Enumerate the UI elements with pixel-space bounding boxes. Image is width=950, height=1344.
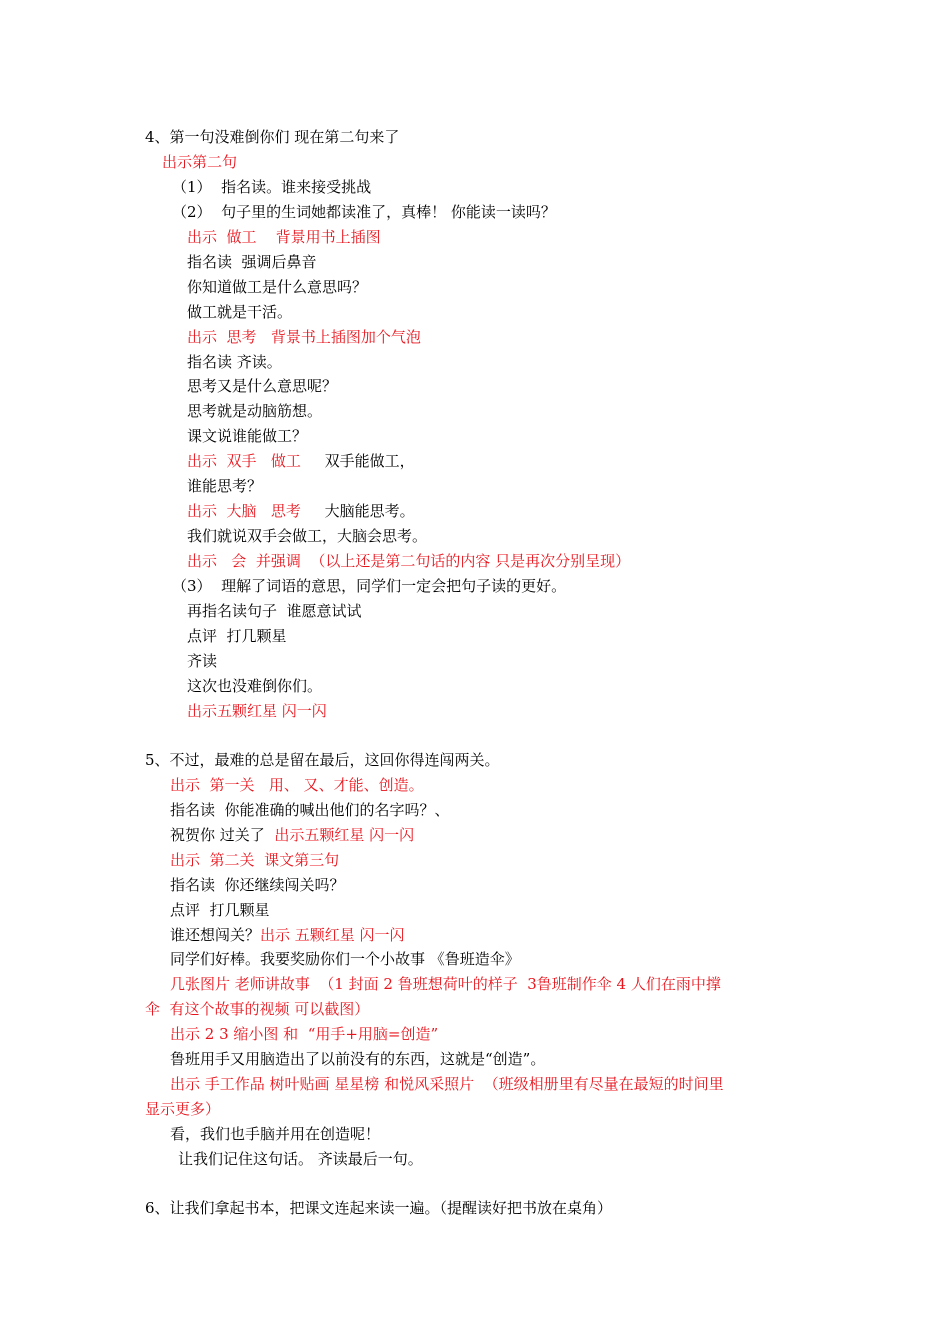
text-line: 指名读 齐读。: [187, 353, 282, 371]
text-line: 出示 手工作品 树叶贴画 星星榜 和悦风采照片 （班级相册里有尽量在最短的时间里: [170, 1075, 724, 1093]
text-line: 点评 打几颗星: [170, 901, 270, 919]
text-line: 出示 第二关 课文第三句: [170, 851, 340, 869]
text-line: 出示 2 3 缩小图 和 “用手+用脑=创造”: [170, 1025, 439, 1043]
text-line: 谁能思考？: [187, 477, 263, 495]
text-line: 祝贺你 过关了 出示五颗红星 闪一闪: [170, 826, 415, 844]
text-line: 这次也没难倒你们。: [187, 677, 323, 695]
text-line: 出示 会 并强调 （以上还是第二句话的内容 只是再次分别呈现）: [187, 552, 631, 570]
text-line: 谁还想闯关？出示 五颗红星 闪一闪: [170, 926, 405, 944]
text-line: 指名读 你还继续闯关吗？: [170, 876, 345, 894]
text-line: 看，我们也手脑并用在创造呢！: [170, 1125, 381, 1143]
text-line: 出示 大脑 思考 大脑能思考。: [187, 502, 415, 520]
text-line: 齐读: [187, 652, 218, 670]
text-line: 出示 第一关 用、 又、才能、创造。: [170, 776, 424, 794]
text-line: 出示第二句: [162, 153, 238, 171]
text-line: 再指名读句子 谁愿意试试: [187, 602, 362, 620]
text-line: 鲁班用手又用脑造出了以前没有的东西，这就是“创造”。: [170, 1050, 546, 1068]
section-4-heading: 4、第一句没难倒你们 现在第二句来了: [145, 128, 400, 146]
text-line: 思考就是动脑筋想。: [187, 402, 323, 420]
text-line: （3） 理解了词语的意思，同学们一定会把句子读的更好。: [172, 577, 567, 595]
section-5-heading: 5、不过，最难的总是留在最后，这回你得连闯两关。: [145, 751, 500, 769]
text-line: 出示 做工 背景用书上插图: [187, 228, 381, 246]
text-line: 显示更多）: [145, 1100, 221, 1118]
section-6-heading: 6、让我们拿起书本，把课文连起来读一遍。（提醒读好把书放在桌角）: [145, 1199, 613, 1217]
text-line: 做工就是干活。: [187, 303, 293, 321]
text-line: （1） 指名读。谁来接受挑战: [172, 178, 372, 196]
text-line: 我们就说双手会做工，大脑会思考。: [187, 527, 428, 545]
text-line: （2） 句子里的生词她都读准了，真棒！ 你能读一读吗？: [172, 203, 556, 221]
text-line: 点评 打几颗星: [187, 627, 287, 645]
text-line: 指名读 强调后鼻音: [187, 253, 317, 271]
text-line: 几张图片 老师讲故事 （1 封面 2 鲁班想荷叶的样子 3鲁班制作伞 4 人们在雨中撑: [170, 975, 721, 993]
text-line: 思考又是什么意思呢？: [187, 377, 338, 395]
text-line: 出示 思考 背景书上插图加个气泡: [187, 328, 421, 346]
text-line: 出示五颗红星 闪一闪: [187, 702, 327, 720]
text-line: 让我们记住这句话。 齐读最后一句。: [178, 1150, 423, 1168]
text-line: 你知道做工是什么意思吗？: [187, 278, 368, 296]
text-line: 伞 有这个故事的视频 可以截图）: [145, 1000, 370, 1018]
text-line: 课文说谁能做工？: [187, 427, 308, 445]
text-line: 指名读 你能准确的喊出他们的名字吗？、: [170, 801, 450, 819]
text-line: 同学们好棒。我要奖励你们一个小故事 《鲁班造伞》: [170, 950, 520, 968]
text-line: 出示 双手 做工 双手能做工，: [187, 452, 415, 470]
